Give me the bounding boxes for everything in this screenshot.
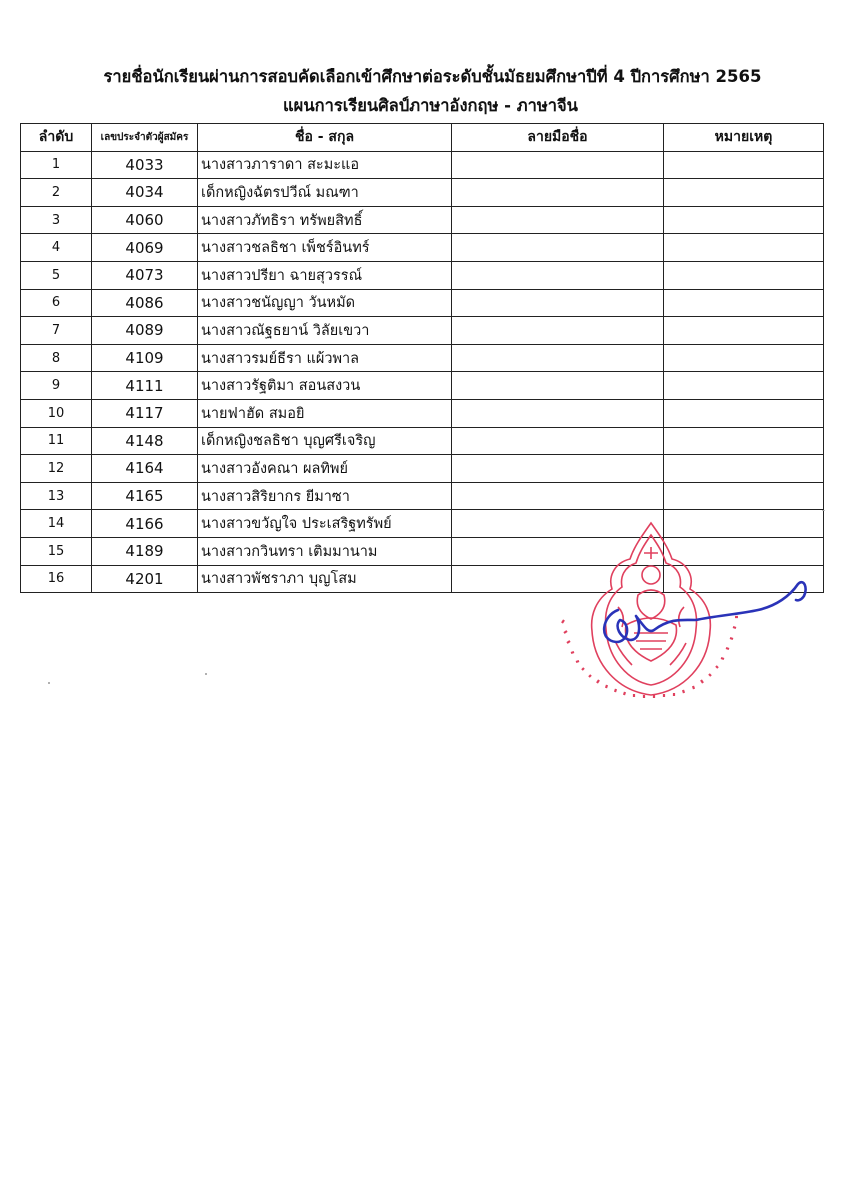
table-row <box>21 261 824 289</box>
cell-signature <box>452 455 664 483</box>
cell-student-name: นางสาวปรียา ฉายสุวรรณ์ <box>198 261 452 289</box>
header-applicant-id: เลขประจำตัวผู้สมัคร <box>92 124 198 152</box>
table-row <box>21 234 824 262</box>
cell-remark <box>664 372 824 400</box>
handwritten-signature <box>590 576 810 656</box>
cell-order: 10 <box>21 399 92 427</box>
cell-student-name: นางสาวณัฐธยาน์ วิลัยเขวา <box>198 317 452 345</box>
cell-remark <box>664 482 824 510</box>
cell-signature <box>452 317 664 345</box>
cell-student-name: นางสาวสิริยากร ยีมาซา <box>198 482 452 510</box>
cell-signature <box>452 372 664 400</box>
cell-signature <box>452 344 664 372</box>
table-row <box>21 151 824 179</box>
cell-applicant-id: 4073 <box>92 261 198 289</box>
header-order: ลำดับ <box>21 124 92 152</box>
cell-student-name: นางสาวขวัญใจ ประเสริฐทรัพย์ <box>198 510 452 538</box>
table-row <box>21 399 824 427</box>
cell-applicant-id: 4089 <box>92 317 198 345</box>
table-header-row <box>21 124 824 152</box>
cell-signature <box>452 261 664 289</box>
cell-student-name: นางสาวภาราดา สะมะแอ <box>198 151 452 179</box>
cell-student-name: นางสาวพัชราภา บุญโสม <box>198 565 452 593</box>
cell-student-name: นางสาวกวินทรา เติมมานาม <box>198 537 452 565</box>
cell-applicant-id: 4111 <box>92 372 198 400</box>
cell-applicant-id: 4189 <box>92 537 198 565</box>
cell-order: 9 <box>21 372 92 400</box>
cell-applicant-id: 4034 <box>92 179 198 207</box>
cell-signature <box>452 151 664 179</box>
cell-remark <box>664 455 824 483</box>
cell-order: 2 <box>21 179 92 207</box>
cell-order: 8 <box>21 344 92 372</box>
cell-remark <box>664 317 824 345</box>
cell-student-name: นางสาวอังคณา ผลทิพย์ <box>198 455 452 483</box>
cell-student-name: นางสาวรมย์ธีรา แผ้วพาล <box>198 344 452 372</box>
cell-signature <box>452 482 664 510</box>
cell-applicant-id: 4069 <box>92 234 198 262</box>
table-row <box>21 317 824 345</box>
cell-student-name: นายฟาฮัด สมอยิ <box>198 399 452 427</box>
cell-applicant-id: 4109 <box>92 344 198 372</box>
cell-applicant-id: 4148 <box>92 427 198 455</box>
cell-order: 14 <box>21 510 92 538</box>
scan-speck <box>205 673 207 675</box>
header-name: ชื่อ - สกุล <box>198 124 452 152</box>
cell-remark <box>664 151 824 179</box>
cell-applicant-id: 4086 <box>92 289 198 317</box>
header-remark: หมายเหตุ <box>664 124 824 152</box>
cell-student-name: นางสาวชนัญญา วันหมัด <box>198 289 452 317</box>
cell-remark <box>664 289 824 317</box>
cell-order: 16 <box>21 565 92 593</box>
cell-applicant-id: 4033 <box>92 151 198 179</box>
document-subtitle: แผนการเรียนศิลป์ภาษาอังกฤษ - ภาษาจีน <box>283 96 578 115</box>
table-row <box>21 482 824 510</box>
cell-signature <box>452 234 664 262</box>
scan-speck <box>822 510 825 511</box>
cell-order: 3 <box>21 206 92 234</box>
cell-remark <box>664 234 824 262</box>
table-row <box>21 179 824 207</box>
cell-signature <box>452 399 664 427</box>
table-row <box>21 289 824 317</box>
table-row <box>21 372 824 400</box>
scan-speck <box>48 682 50 684</box>
cell-order: 5 <box>21 261 92 289</box>
header-signature: ลายมือชื่อ <box>452 124 664 152</box>
cell-order: 7 <box>21 317 92 345</box>
cell-signature <box>452 206 664 234</box>
cell-student-name: นางสาวชลธิชา เพ็ชร์อินทร์ <box>198 234 452 262</box>
cell-signature <box>452 289 664 317</box>
table-row <box>21 206 824 234</box>
cell-order: 6 <box>21 289 92 317</box>
cell-applicant-id: 4165 <box>92 482 198 510</box>
cell-applicant-id: 4060 <box>92 206 198 234</box>
cell-order: 15 <box>21 537 92 565</box>
cell-order: 11 <box>21 427 92 455</box>
cell-remark <box>664 399 824 427</box>
cell-applicant-id: 4164 <box>92 455 198 483</box>
cell-student-name: นางสาวรัฐติมา สอนสงวน <box>198 372 452 400</box>
cell-order: 1 <box>21 151 92 179</box>
cell-remark <box>664 179 824 207</box>
cell-signature <box>452 179 664 207</box>
cell-student-name: เด็กหญิงฉัตรปวีณ์ มณฑา <box>198 179 452 207</box>
cell-remark <box>664 206 824 234</box>
cell-remark <box>664 344 824 372</box>
cell-student-name: เด็กหญิงชลธิชา บุญศรีเจริญ <box>198 427 452 455</box>
cell-order: 12 <box>21 455 92 483</box>
table-row <box>21 427 824 455</box>
document-title: รายชื่อนักเรียนผ่านการสอบคัดเลือกเข้าศึกษาต่อระดับชั้นมัธยมศึกษาปีที่ 4 ปีการศึกษา 2565 <box>103 67 762 86</box>
table-row <box>21 455 824 483</box>
cell-signature <box>452 427 664 455</box>
cell-applicant-id: 4201 <box>92 565 198 593</box>
cell-applicant-id: 4166 <box>92 510 198 538</box>
cell-order: 4 <box>21 234 92 262</box>
table-row <box>21 344 824 372</box>
cell-applicant-id: 4117 <box>92 399 198 427</box>
cell-remark <box>664 261 824 289</box>
cell-student-name: นางสาวภัทธิรา ทรัพยสิทธิ์ <box>198 206 452 234</box>
cell-remark <box>664 427 824 455</box>
cell-order: 13 <box>21 482 92 510</box>
